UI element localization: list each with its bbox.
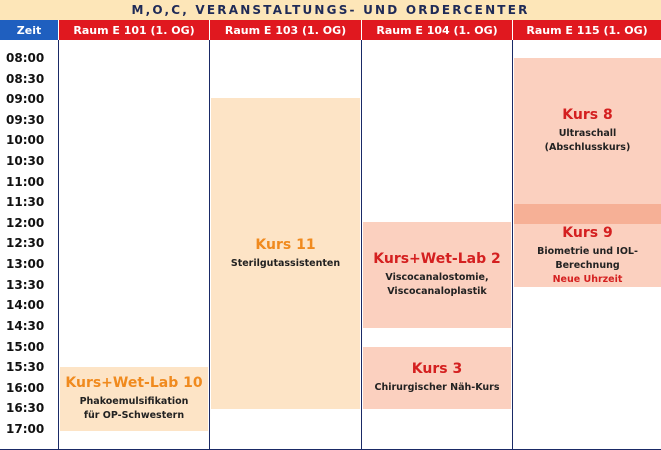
course-subtitle: Biometrie und IOL-Berechnung — [537, 245, 638, 271]
room-header-label: Raum E 104 (1. OG) — [376, 23, 498, 37]
time-label: 13:00 — [6, 257, 45, 271]
room-header-label: Raum E 115 (1. OG) — [526, 23, 648, 37]
time-label: 17:00 — [6, 422, 45, 436]
time-label: 09:00 — [6, 92, 45, 106]
course-note: Neue Uhrzeit — [552, 273, 623, 285]
time-label: 12:00 — [6, 216, 45, 230]
time-label: 11:30 — [6, 195, 45, 209]
time-label: 15:30 — [6, 360, 45, 374]
zeit-header-label: Zeit — [16, 23, 42, 37]
course-block-kurs-8[interactable] — [514, 58, 661, 204]
course-title: Kurs+Wet-Lab 10 — [65, 375, 203, 391]
course-title: Kurs+Wet-Lab 2 — [373, 251, 501, 267]
room-header-e115 — [513, 20, 661, 40]
column-divider — [58, 40, 59, 450]
column-divider — [361, 40, 362, 450]
zeit-header — [0, 20, 58, 40]
time-label: 15:00 — [6, 340, 45, 354]
room-header-e103 — [210, 20, 361, 40]
time-label: 14:30 — [6, 319, 45, 333]
time-label: 16:00 — [6, 381, 45, 395]
course-block-kurs-9[interactable] — [514, 224, 661, 287]
time-label: 08:00 — [6, 51, 45, 65]
time-label: 11:00 — [6, 175, 45, 189]
course-subtitle: für OP-Schwestern — [83, 410, 185, 421]
course-subtitle: Ultraschall — [558, 128, 617, 139]
time-label: 13:30 — [6, 278, 45, 292]
course-title: Kurs 9 — [562, 224, 613, 241]
course-subtitle: (Abschlusskurs) — [544, 142, 631, 153]
course-title: Kurs 3 — [411, 361, 463, 377]
time-label: 10:30 — [6, 154, 45, 168]
course-block-kurs-11[interactable] — [211, 98, 360, 409]
course-title: Kurs 11 — [255, 236, 316, 253]
time-label: 09:30 — [6, 113, 45, 127]
room-header-e101 — [59, 20, 209, 40]
course-block-kurs-wet-lab-2[interactable] — [363, 222, 511, 328]
page-banner — [0, 0, 661, 20]
course-subtitle: Sterilgutassistenten — [230, 257, 341, 269]
course-block-kurs-3[interactable] — [363, 347, 511, 409]
course-subtitle: Phakoemulsifikation — [79, 396, 189, 407]
course-subtitle: Viscocanaloplastik — [387, 286, 487, 297]
course-subtitle: Chirurgischer Näh-Kurs — [374, 382, 500, 393]
room-header-label: Raum E 101 (1. OG) — [73, 23, 195, 37]
time-label: 14:00 — [6, 298, 45, 312]
time-label: 16:30 — [6, 401, 45, 415]
room-header-e104 — [362, 20, 512, 40]
time-label: 12:30 — [6, 236, 45, 250]
course-title: Kurs 8 — [562, 107, 613, 123]
time-label: 10:00 — [6, 133, 45, 147]
course-subtitle: Viscocanalostomie, — [385, 272, 489, 283]
time-label: 08:30 — [6, 72, 45, 86]
column-divider — [209, 40, 210, 450]
column-divider — [512, 40, 513, 450]
overlap-band — [514, 204, 661, 224]
course-block-kurs-wet-lab-10[interactable] — [60, 367, 208, 431]
banner-title: M,O,C, VERANSTALTUNGS- UND ORDERCENTER — [131, 3, 530, 17]
room-header-label: Raum E 103 (1. OG) — [224, 23, 347, 37]
